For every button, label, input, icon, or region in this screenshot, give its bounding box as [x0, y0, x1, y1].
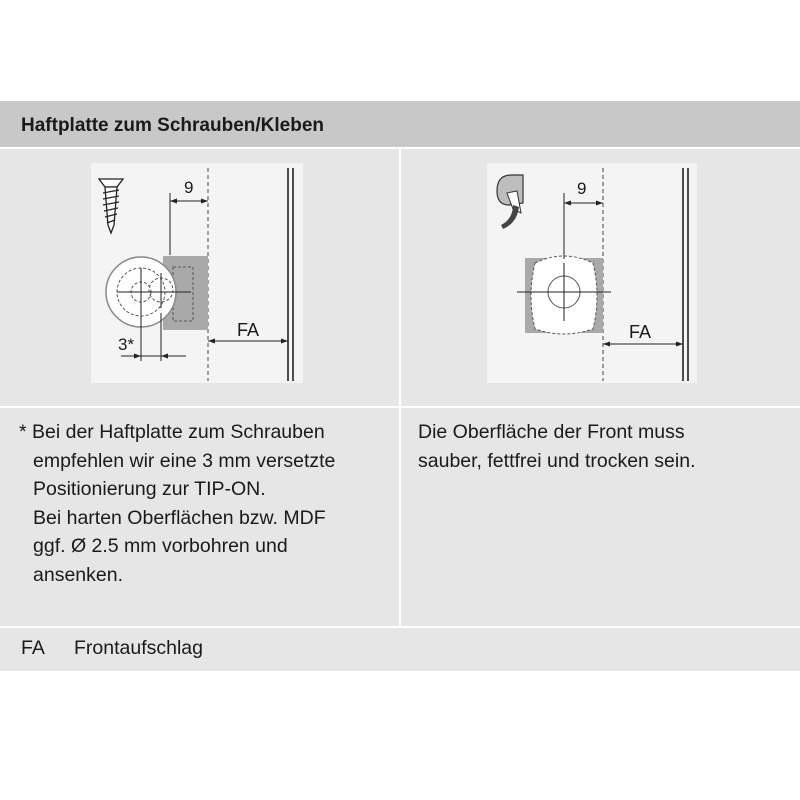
row-divider-legend — [0, 626, 800, 628]
note-line: ggf. Ø 2.5 mm vorbohren und — [33, 535, 288, 557]
dim-fa-label: FA — [237, 320, 260, 340]
note-adhesive-mounting — [418, 418, 696, 475]
dim-fa-label: FA — [629, 322, 652, 342]
figure-screw-mounting — [91, 163, 303, 383]
legend-abbr: FA — [21, 637, 45, 659]
note-screw-mounting — [19, 418, 335, 589]
dim-9-label: 9 — [577, 179, 587, 198]
section-title: Haftplatte zum Schrauben/Kleben — [21, 115, 324, 136]
note-line: Bei harten Oberflächen bzw. MDF — [33, 506, 326, 529]
row-divider-figures — [0, 147, 800, 149]
figure-adhesive-mounting — [487, 163, 697, 383]
note-line: Positionierung zur TIP-ON. — [33, 478, 266, 500]
dim-9-label: 9 — [184, 178, 194, 197]
note-line: * Bei der Haftplatte zum Schrauben — [19, 421, 325, 443]
dim-offset-label: 3* — [118, 335, 135, 354]
legend-text: Frontaufschlag — [74, 637, 203, 659]
note-line: empfehlen wir eine 3 mm versetzte — [33, 449, 336, 472]
row-divider-notes — [0, 406, 800, 408]
note-line: ansenken. — [33, 563, 123, 586]
note-line: Die Oberfläche der Front muss — [418, 421, 685, 443]
column-divider — [399, 147, 401, 626]
note-line: sauber, fettfrei und trocken sein. — [418, 449, 696, 472]
